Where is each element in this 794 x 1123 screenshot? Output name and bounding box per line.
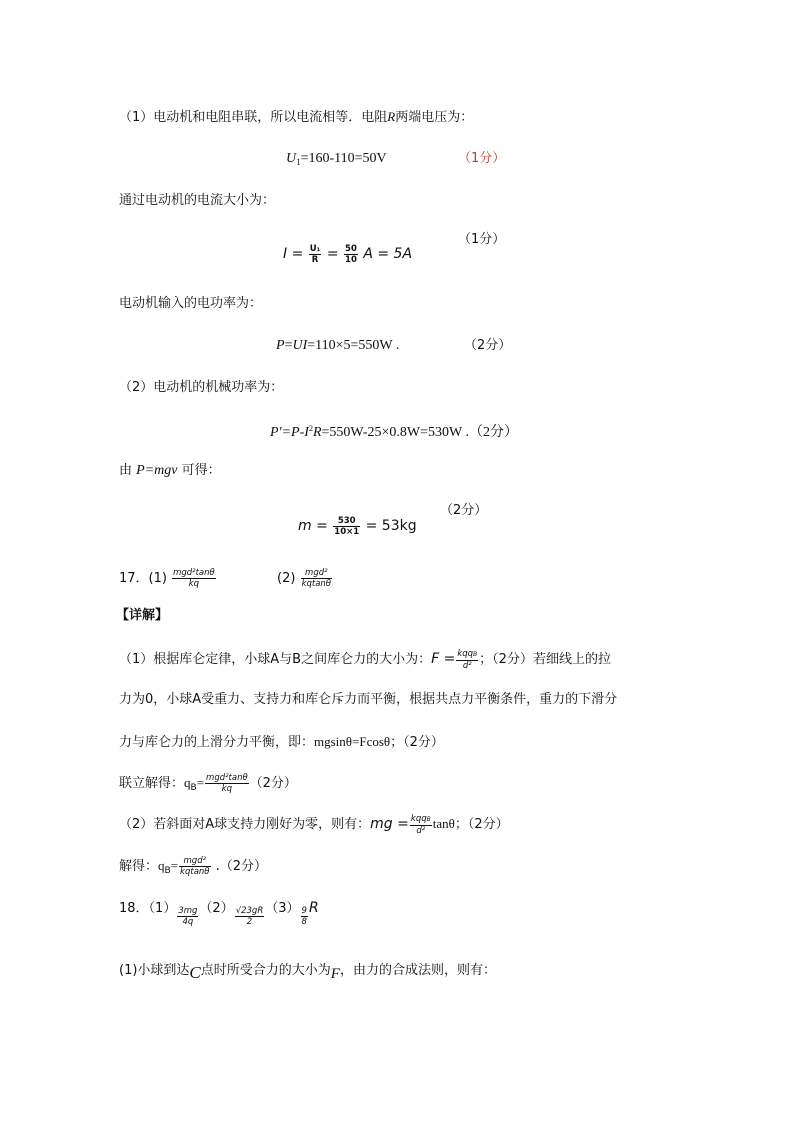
p-score: （2分） xyxy=(464,338,512,353)
q18-a3 xyxy=(301,906,308,927)
part2-intro: （2）电动机的机械功率为： xyxy=(119,380,284,395)
pm-expr: =550W-25×0.8W=530W .（2分） xyxy=(321,425,518,440)
pm-var2: R xyxy=(312,425,322,440)
lian-den: kq xyxy=(221,784,233,794)
i-score: （1分） xyxy=(458,232,506,247)
lian-eq: = xyxy=(196,775,205,790)
from-text-a: 由 xyxy=(119,463,133,478)
from-var: P=mgv xyxy=(136,463,178,478)
q17-p4-num xyxy=(410,814,432,826)
q17-number: 17．(1) xyxy=(119,571,167,586)
q17-p1b: ；（2分）若细线上的拉 xyxy=(479,652,611,667)
detail-heading: 【详解】 xyxy=(116,608,169,623)
q17-ans2 xyxy=(301,568,332,589)
i-frac1-den: R xyxy=(311,254,319,265)
q17-p4-tan: tanθ xyxy=(432,816,455,831)
q18-line-end: ，由力的合成法则，则有： xyxy=(339,963,496,978)
q17-para3 xyxy=(119,733,444,752)
q17-f-frac xyxy=(456,649,478,671)
q18-a2-label: （2） xyxy=(199,901,234,916)
q17-ans1 xyxy=(172,568,216,589)
i-frac2 xyxy=(344,244,358,265)
m-den: 10×1 xyxy=(334,526,360,537)
q17-p4-den: d² xyxy=(416,825,426,836)
q17-p4a: （2）若斜面对A球支持力刚好为零，则有： xyxy=(119,817,371,832)
q17-lian xyxy=(119,770,297,801)
i-lhs: I = xyxy=(283,246,304,262)
power-text: 电动机输入的电功率为： xyxy=(119,296,263,311)
q18-line-c: C xyxy=(189,963,201,982)
i-eq: = xyxy=(326,246,339,262)
i-frac2-den: 10 xyxy=(345,254,357,265)
q17-f-num-text: kqq xyxy=(457,648,474,659)
jie-sub: B xyxy=(164,866,171,876)
m-rhs: = 53kg xyxy=(365,518,417,534)
m-lhs: m = xyxy=(298,518,328,534)
u1-equation xyxy=(286,150,387,171)
lian-q: q xyxy=(184,775,191,790)
q18-a3-label: （3） xyxy=(265,901,300,916)
q18-a2-den: 2 xyxy=(246,917,253,927)
jie-den: kqtanθ xyxy=(180,867,210,877)
p-eq: = xyxy=(284,338,293,353)
q17-f-den: d² xyxy=(462,660,472,671)
m-frac xyxy=(333,516,360,537)
lian-score: （2分） xyxy=(249,776,297,791)
p-var: P xyxy=(276,338,285,353)
pm-sup: 2 xyxy=(308,424,313,433)
q17-p4-num-text: kqq xyxy=(410,813,427,824)
q17-p1a: （1）根据库仑定律，小球A与B之间库仑力的大小为： xyxy=(119,652,432,667)
u1-sub: 1 xyxy=(296,157,301,167)
q18-line-b: 点时所受合力的大小为 xyxy=(200,963,331,978)
lian-frac xyxy=(205,773,249,794)
q17-f-num xyxy=(456,649,478,661)
q17-answers xyxy=(119,565,217,593)
lian-sub: B xyxy=(190,783,197,793)
i-frac1 xyxy=(309,244,322,265)
q18-a3-den: 8 xyxy=(301,917,307,927)
q17-p4b: ；（2分） xyxy=(454,817,509,832)
p-ui: UI xyxy=(292,338,308,353)
mech-power-equation xyxy=(270,420,518,442)
q17-ans2-label: (2) xyxy=(277,571,296,586)
q17-p4-num-sub: B xyxy=(426,815,431,823)
q18-a3-num: 9 xyxy=(301,906,307,916)
q18-a3-var: R xyxy=(308,900,319,916)
mass-equation xyxy=(298,512,417,540)
power-equation xyxy=(276,337,399,355)
q17-ans1-den: kq xyxy=(188,579,200,589)
q17-answer2 xyxy=(277,565,333,593)
jie-num: mgd² xyxy=(179,856,210,867)
pm-var: P′=P-I xyxy=(270,425,309,440)
i-rhs: A = 5A xyxy=(363,246,413,262)
current-equation xyxy=(283,240,412,268)
q17-p3-eq: mgsinθ=Fcosθ xyxy=(314,734,391,749)
part1-intro-line xyxy=(119,108,473,127)
q17-p4-mg: mg = xyxy=(370,816,409,832)
q18-number: 18．（1） xyxy=(119,901,177,916)
m-score: （2分） xyxy=(440,503,488,518)
jie-eq: = xyxy=(170,858,179,873)
m-num: 530 xyxy=(333,516,360,527)
from-text-b: 可得： xyxy=(181,463,221,478)
q17-ans1-num: mgd²tanθ xyxy=(173,568,215,578)
q18-line-a: (1)小球到达 xyxy=(119,963,190,978)
resistor-var: R xyxy=(387,109,396,124)
u1-score: （1分） xyxy=(458,151,506,166)
lian-num: mgd²tanθ xyxy=(206,773,248,783)
part1-intro-text: （1）电动机和电阻串联，所以电流相等．电阻 xyxy=(119,110,388,125)
q17-f: F = xyxy=(431,651,456,667)
u1-var: U xyxy=(286,151,297,166)
q18-a1-den: 4q xyxy=(182,917,194,927)
jie-frac xyxy=(179,856,210,877)
jie-a: 解得： xyxy=(119,859,159,874)
q17-p3a: 力与库仑力的上滑分力平衡，即： xyxy=(119,735,315,750)
part1-intro-end: 两端电压为： xyxy=(395,110,474,125)
q18-line1 xyxy=(119,960,496,985)
q17-ans2-num: mgd² xyxy=(301,568,332,579)
i-frac1-num: U₁ xyxy=(309,243,321,254)
q18-a2 xyxy=(235,906,265,927)
q17-para1 xyxy=(119,646,611,673)
q18-a2-num: √23gR xyxy=(235,906,264,916)
q17-jie xyxy=(119,853,267,884)
q18-line-f: F xyxy=(330,966,340,982)
q17-f-num-sub: B xyxy=(473,650,478,658)
u1-expr: =160-110=50V xyxy=(300,151,387,166)
q17-p3b: ；（2分） xyxy=(390,735,444,750)
from-line xyxy=(119,462,221,480)
p-expr: =110×5=550W . xyxy=(307,338,400,353)
q18-a1-num: 3mg xyxy=(178,906,198,916)
q17-para2: 力为0，小球A受重力、支持力和库仑斥力而平衡，根据共点力平衡条件，重力的下滑分 xyxy=(119,692,618,707)
q17-ans2-den: kqtanθ xyxy=(301,579,332,589)
i-frac2-num: 50 xyxy=(345,243,357,254)
lian-a: 联立解得： xyxy=(119,776,185,791)
jie-score: .（2分） xyxy=(215,859,268,874)
jie-q: q xyxy=(158,858,165,873)
q17-p4-frac xyxy=(410,814,432,836)
current-text: 通过电动机的电流大小为： xyxy=(119,193,276,208)
q18-answers xyxy=(119,895,319,927)
q18-a1 xyxy=(177,906,198,927)
q17-para4 xyxy=(119,811,509,838)
